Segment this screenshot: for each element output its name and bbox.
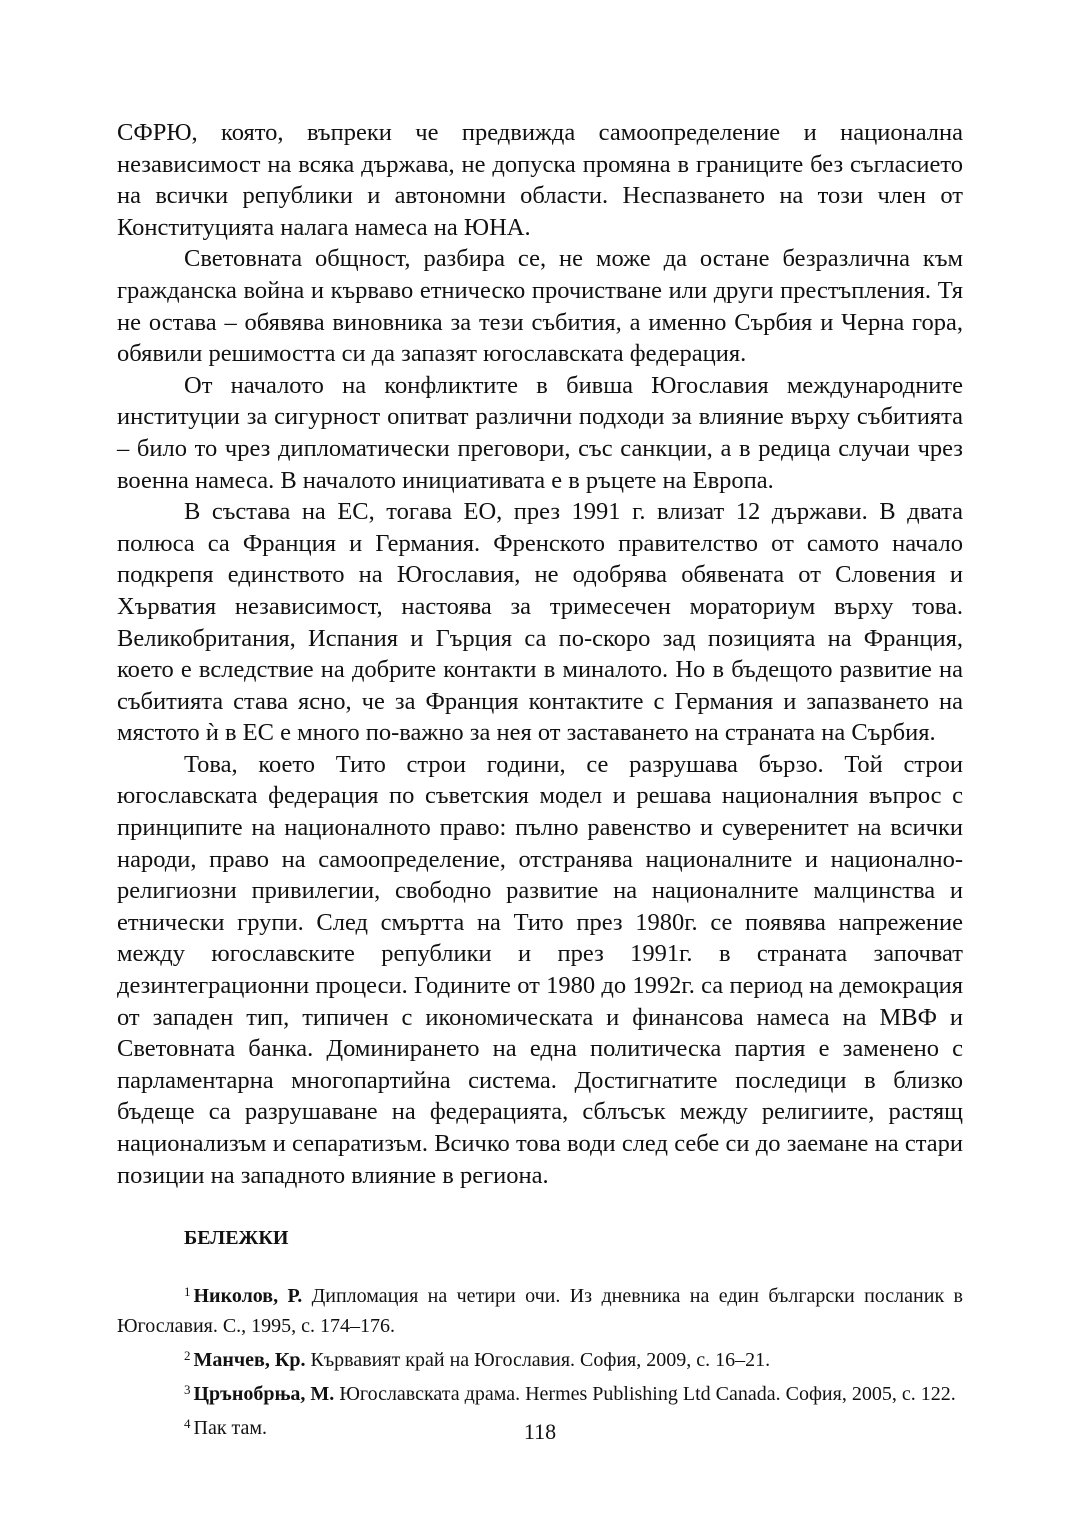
page-content xyxy=(117,117,963,1443)
paragraph-3: От началото на конфликтите в бивша Югославия международните институции за сигурност опитват различни подходи за влияние върху събитията – било то чрез дипломатически преговори, със санкции, а в редица случаи чрез военна намеса. В началото инициативата е в ръцете на Европа. xyxy=(117,371,963,494)
note-number: 1 xyxy=(184,1284,191,1300)
note-3 xyxy=(117,1375,963,1409)
note-text: Дипломация на четири очи. Из дневника на един български посланик в Югославия. С., 1995, с. 174–176. xyxy=(117,1285,963,1338)
note-author: Црънобрња, М. xyxy=(193,1383,335,1406)
note-1 xyxy=(117,1277,963,1341)
note-number: 2 xyxy=(184,1348,191,1364)
paragraph-1: СФРЮ, която, въпреки че предвижда самоопределение и национална независимост на всяка държава, не допуска промяна в границите без съгласието на всички републики и автономни области. Неспазването на този член от Конституцията налага намеса на ЮНА. xyxy=(117,119,963,241)
note-text: Югославската драма. Hermes Publishing Ltd Canada. София, 2005, с. 122. xyxy=(334,1383,956,1406)
note-author: Николов, Р. xyxy=(193,1285,303,1308)
page-number: 118 xyxy=(523,1419,557,1444)
paragraph-2: Световната общност, разбира се, не може да остане безразлична към гражданска война и кърваво етническо прочистване или други престъпления. Тя не остава – обявява виновника за тези събития, а именно Сърбия и Черна гора, обявили решимостта си да запазят югославската федерация. xyxy=(117,245,963,368)
note-author: Манчев, Кр. xyxy=(193,1349,306,1372)
note-number: 4 xyxy=(184,1416,191,1432)
note-text: Пак там. xyxy=(193,1417,268,1440)
notes-heading: БЕЛЕЖКИ xyxy=(184,1227,289,1250)
note-text: Кървавият край на Югославия. София, 2009, с. 16–21. xyxy=(305,1349,771,1372)
note-number: 3 xyxy=(184,1382,191,1398)
note-2 xyxy=(117,1341,963,1375)
paragraph-4: В състава на ЕС, тогава ЕО, през 1991 г. влизат 12 държави. В двата полюса са Франция и Германия. Френското правителство от самото начало подкрепя единството на Югославия, не одобрява обявената от Словения и Хърватия независимост, настоява за тримесечен мораториум върху това. Великобритания, Испания и Гърция са по-скоро зад позицията на Франция, което е вследствие на добрите контакти в миналото. Но в бъдещото развитие на събитията става ясно, че за Франция контактите с Германия и запазването на мястото ѝ в ЕС е много по-важно за нея от заставането на страната на Сърбия. xyxy=(117,498,963,747)
paragraph-5: Това, което Тито строи години, се разрушава бързо. Той строи югославската федерация по съветския модел и решава националния въпрос с принципите на националното право: пълно равенство и суверенитет на всички народи, право на самоопределение, отстранява националните и национално-религиозни привилегии, свободно развитие на националните малцинства и етнически групи. След смъртта на Тито през 1980г. се появява напрежение между югославските републики и през 1991г. в страната започват дезинтеграционни процеси. Годините от 1980 до 1992г. са период на демокрация от западен тип, типичен с икономическата и финансова намеса на МВФ и Световната банка. Доминирането на една политическа партия е заменено с парламентарна многопартийна система. Достигнатите последици в близко бъдеще са разрушаване на федерацията, сблъсък между религиите, растящ национализъм и сепаратизъм. Всичко това води след себе си до заемане на стари позиции на западното влияние в региона. xyxy=(117,750,963,1189)
body-text xyxy=(117,117,963,1191)
